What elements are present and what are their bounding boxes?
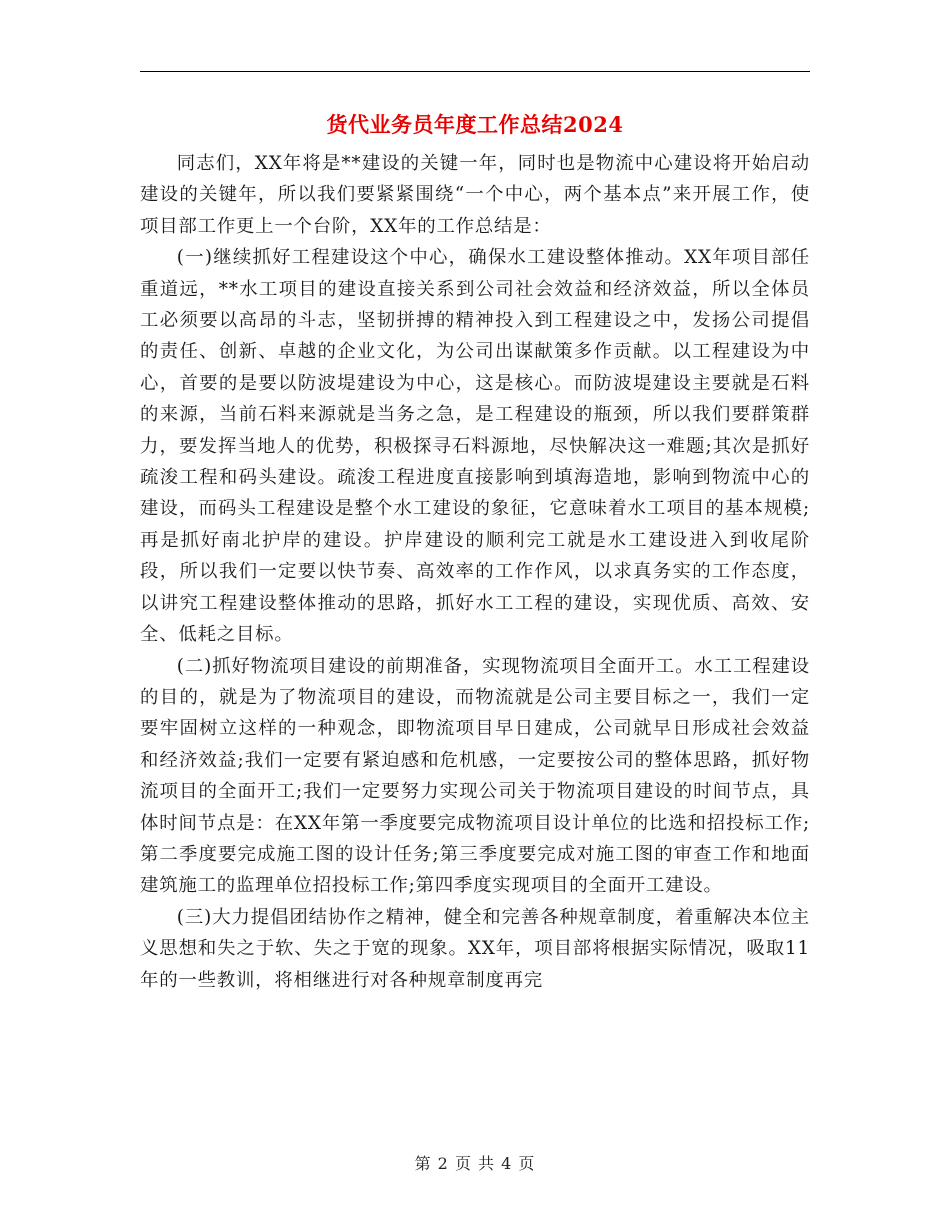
paragraph-intro: 同志们，XX年将是**建设的关键一年，同时也是物流中心建设将开始启动建设的关键年，所以我们要紧紧围绕“一个中心，两个基本点”来开展工作，使项目部工作更上一个台阶，XX年的工作总结是： bbox=[140, 153, 810, 237]
paragraph-section-1: (一)继续抓好工程建设这个中心，确保水工建设整体推动。XX年项目部任重道远，**水工项目的建设直接关系到公司社会效益和经济效益，所以全体员工必须要以高昂的斗志，坚韧拼搏的精神投入到工程建设之中，发扬公司提倡的责任、创新、卓越的企业文化，为公司出谋献策多作贡献。以工程建设为中心，首要的是要以防波堤建设为中心，这是核心。而防波堤建设主要就是石料的来源，当前石料来源就是当务之急，是工程建设的瓶颈，所以我们要群策群力，要发挥当地人的优势，积极探寻石料源地，尽快解决这一难题;其次是抓好疏浚工程和码头建设。疏浚工程进度直接影响到填海造地，影响到物流中心的建设，而码头工程建设是整个水工建设的象征，它意味着水工项目的基本规模;再是抓好南北护岸的建设。护岸建设的顺利完工就是水工建设进入到收尾阶段，所以我们一定要以快节奏、高效率的工作作风，以求真务实的工作态度，以讲究工程建设整体推动的思路，抓好水工工程的建设，实现优质、高效、安全、低耗之目标。 bbox=[140, 247, 810, 646]
document-title: 货代业务员年度工作总结2024 bbox=[326, 112, 624, 137]
header-rule bbox=[140, 71, 810, 72]
page-number: 第 2 页 共 4 页 bbox=[414, 1154, 536, 1173]
document-body bbox=[140, 148, 810, 996]
paragraph-section-3: (三)大力提倡团结协作之精神，健全和完善各种规章制度，着重解决本位主义思想和失之于软、失之于宽的现象。XX年，项目部将根据实际情况，吸取11年的一些教训，将相继进行对各种规章制度再完 bbox=[140, 906, 810, 991]
paragraph-section-2: (二)抓好物流项目建设的前期准备，实现物流项目全面开工。水工工程建设的目的，就是为了物流项目的建设，而物流就是公司主要目标之一，我们一定要牢固树立这样的一种观念，即物流项目早日建成，公司就早日形成社会效益和经济效益;我们一定要有紧迫感和危机感，一定要按公司的整体思路，抓好物流项目的全面开工;我们一定要努力实现公司关于物流项目建设的时间节点，具体时间节点是：在XX年第一季度要完成物流项目设计单位的比选和招投标工作;第二季度要完成施工图的设计任务;第三季度要完成对施工图的审查工作和地面建筑施工的监理单位招投标工作;第四季度实现项目的全面开工建设。 bbox=[140, 655, 810, 897]
